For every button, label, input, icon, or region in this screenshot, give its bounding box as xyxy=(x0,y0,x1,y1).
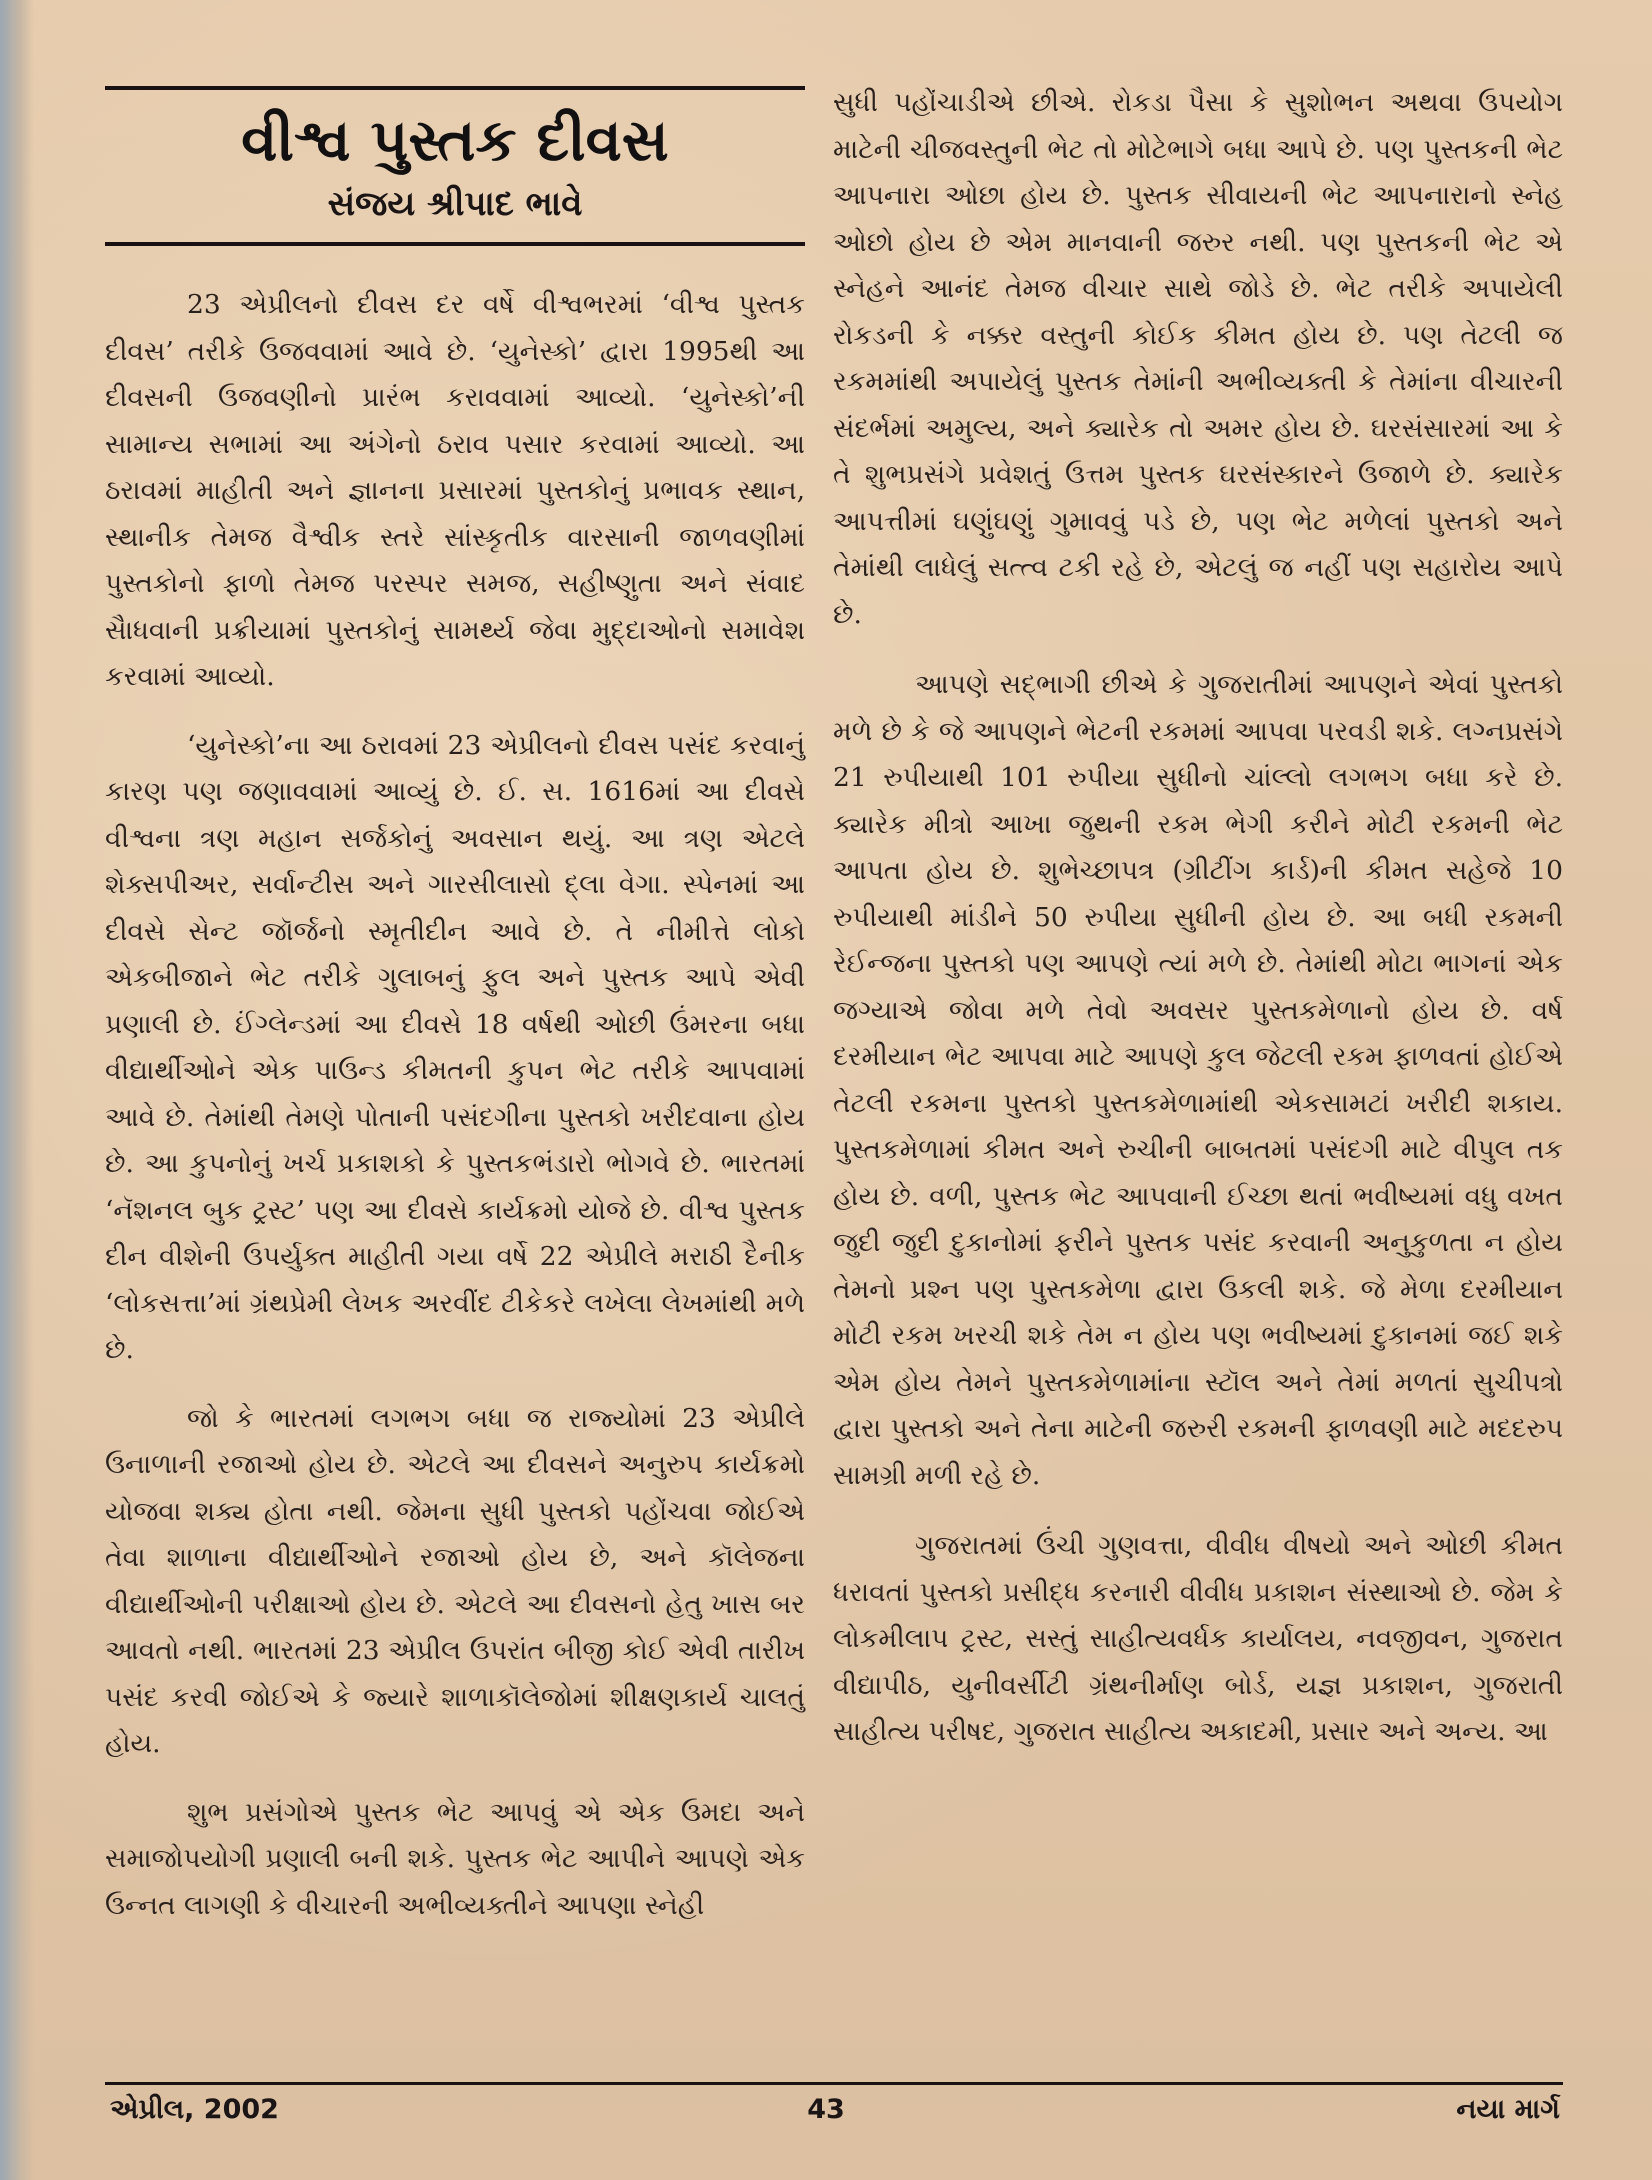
paragraph: ગુજરાતમાં ઉંચી ગુણવત્તા, વીવીધ વીષયો અને ઓછી કીમત ધરાવતાં પુસ્તકો પ્રસીદ્ધ કરનારી વીવીધ પ્રકાશન સંસ્થાઓ છે. જેમ કે લોકમીલાપ ટ્રસ્ટ, સસ્તું સાહીત્યવર્ધક કાર્યાલય, નવજીવન, ગુજરાત વીદ્યાપીઠ, યુનીવર્સીટી ગ્રંથનીર્માણ બોર્ડ, યજ્ઞ પ્રકાશન, ગુજરાતી સાહીત્ય પરીષદ, ગુજરાત સાહીત્ય અકાદમી, પ્રસાર અને અન્ય. આ xyxy=(833,1530,1563,1747)
left-column xyxy=(105,282,805,1951)
article-header xyxy=(105,86,805,246)
article-title: વીશ્વ પુસ્તક દીવસ xyxy=(241,106,669,174)
right-column xyxy=(833,80,1563,1780)
header-bottom-rule xyxy=(105,242,805,246)
paragraph: ‘યુનેસ્કો’ના આ ઠરાવમાં 23 એપ્રીલનો દીવસ પસંદ કરવાનું કારણ પણ જણાવવામાં આવ્યું છે. ઈ. સ. 1616માં આ દીવસે વીશ્વના ત્રણ મહાન સર્જકોનું અવસાન થયું. આ ત્રણ એટલે શેક્સપીઅર, સર્વાન્ટીસ અને ગારસીલાસો દ્લા વેગા. સ્પેનમાં આ દીવસે સેન્ટ જૉર્જનો સ્મૃતીદીન આવે છે. તે નીમીત્તે લોકો એકબીજાને ભેટ તરીકે ગુલાબનું ફુલ અને પુસ્તક આપે એવી પ્રણાલી છે. ઈંગ્લેન્ડમાં આ દીવસે 18 વર્ષથી ઓછી ઉંમરના બધા વીદ્યાર્થીઓને એક પાઉન્ડ કીમતની કુપન ભેટ તરીકે આપવામાં આવે છે. તેમાંથી તેમણે પોતાની પસંદગીના પુસ્તકો ખરીદવાના હોય છે. આ કુપનોનું ખર્ચ પ્રકાશકો કે પુસ્તકભંડારો ભોગવે છે. ભારતમાં ‘નૅશનલ બુક ટ્રસ્ટ’ પણ આ દીવસે કાર્યક્રમો યોજે છે. વીશ્વ પુસ્તક દીન વીશેની ઉપર્યુક્ત માહીતી ગયા વર્ષે 22 એપ્રીલે મરાઠી દૈનીક ‘લોકસત્તા’માં ગ્રંથપ્રેમી લેખક અરવીંદ ટીકેકરે લખેલા લેખમાંથી મળે છે. xyxy=(105,729,805,1365)
header-top-rule xyxy=(105,86,805,90)
page-number: 43 xyxy=(807,2094,845,2125)
article-author: સંજય શ્રીપાદ ભાવે xyxy=(327,183,583,224)
paragraph: આપણે સદ્ભાગી છીએ કે ગુજરાતીમાં આપણને એવાં પુસ્તકો મળે છે કે જે આપણને ભેટની રકમમાં આપવા પરવડી શકે. લગ્નપ્રસંગે 21 રુપીયાથી 101 રુપીયા સુધીનો ચાંલ્લો લગભગ બધા કરે છે. ક્યારેક મીત્રો આખા જુથની રકમ ભેગી કરીને મોટી રકમની ભેટ આપતા હોય છે. શુભેચ્છાપત્ર (ગ્રીટીંગ કાર્ડ)ની કીમત સહેજે 10 રુપીયાથી માંડીને 50 રુપીયા સુધીની હોય છે. આ બધી રકમની રેઈન્જના પુસ્તકો પણ આપણે ત્યાં મળે છે. તેમાંથી મોટા ભાગનાં એક જગ્યાએ જોવા મળે તેવો અવસર પુસ્તકમેળાનો હોય છે. વર્ષ દરમીયાન ભેટ આપવા માટે આપણે કુલ જેટલી રકમ ફાળવતાં હોઈએ તેટલી રકમના પુસ્તકો પુસ્તકમેળામાંથી એકસામટાં ખરીદી શકાય. પુસ્તકમેળામાં કીમત અને રુચીની બાબતમાં પસંદગી માટે વીપુલ તક હોય છે. વળી, પુસ્તક ભેટ આપવાની ઈચ્છા થતાં ભવીષ્યમાં વધુ વખત જુદી જુદી દુકાનોમાં ફરીને પુસ્તક પસંદ કરવાની અનુકુળતા ન હોય તેમનો પ્રશ્ન પણ પુસ્તકમેળા દ્વારા ઉકલી શકે. જે મેળા દરમીયાન મોટી રકમ ખરચી શકે તેમ ન હોય પણ ભવીષ્યમાં દુકાનમાં જઈ શકે એમ હોય તેમને પુસ્તકમેળામાંના સ્ટૉલ અને તેમાં મળતાં સુચીપત્રો દ્વારા પુસ્તકો અને તેના માટેની જરુરી રકમની ફાળવણી માટે મદદરુપ સામગ્રી મળી રહે છે. xyxy=(833,669,1563,1491)
page-edge-shadow xyxy=(0,0,34,2180)
paragraph: શુભ પ્રસંગોએ પુસ્તક ભેટ આપવું એ એક ઉમદા અને સમાજોપયોગી પ્રણાલી બની શકે. પુસ્તક ભેટ આપીને આપણે એક ઉન્નત લાગણી કે વીચારની અભીવ્યક્તીને આપણા સ્નેહી xyxy=(105,1796,805,1921)
publication-name: નયા માર્ગ xyxy=(1456,2094,1560,2125)
paragraph-continued: સુધી પહોંચાડીએ છીએ. રોકડા પૈસા કે સુશોભન અથવા ઉપયોગ માટેની ચીજવસ્તુની ભેટ તો મોટેભાગે બધા આપે છે. પણ પુસ્તકની ભેટ આપનારા ઓછા હોય છે. પુસ્તક સીવાયની ભેટ આપનારાનો સ્નેહ ઓછો હોય છે એમ માનવાની જરુર નથી. પણ પુસ્તકની ભેટ એ સ્નેહને આનંદ તેમજ વીચાર સાથે જોડે છે. ભેટ તરીકે અપાયેલી રોકડની કે નક્કર વસ્તુની કોઈક કીમત હોય છે. પણ તેટલી જ રકમમાંથી અપાયેલું પુસ્તક તેમાંની અભીવ્યક્તી કે તેમાંના વીચારની સંદર્ભમાં અમુલ્ય, અને ક્યારેક તો અમર હોય છે. ઘરસંસારમાં આ કે તે શુભપ્રસંગે પ્રવેશતું ઉત્તમ પુસ્તક ઘરસંસ્કારને ઉજાળે છે. ક્યારેક આપત્તીમાં ઘણુંઘણું ગુમાવવું પડે છે, પણ ભેટ મળેલાં પુસ્તકો અને તેમાંથી લાધેલું સત્ત્વ ટકી રહે છે, એટલું જ નહીં પણ સહારોય આપે છે. xyxy=(833,87,1563,630)
paragraph: જો કે ભારતમાં લગભગ બધા જ રાજ્યોમાં 23 એપ્રીલે ઉનાળાની રજાઓ હોય છે. એટલે આ દીવસને અનુરુપ કાર્યક્રમો યોજવા શક્ય હોતા નથી. જેમના સુધી પુસ્તકો પહોંચવા જોઈએ તેવા શાળાના વીદ્યાર્થીઓને રજાઓ હોય છે, અને કૉલેજના વીદ્યાર્થીઓની પરીક્ષાઓ હોય છે. એટલે આ દીવસનો હેતુ ખાસ બર આવતો નથી. ભારતમાં 23 એપ્રીલ ઉપરાંત બીજી કોઈ એવી તારીખ પસંદ કરવી જોઈએ કે જ્યારે શાળાકૉલેજોમાં શીક્ષણકાર્ય ચાલતું હોય. xyxy=(105,1402,805,1759)
paragraph: 23 એપ્રીલનો દીવસ દર વર્ષે વીશ્વભરમાં ‘વીશ્વ પુસ્તક દીવસ’ તરીકે ઉજવવામાં આવે છે. ‘યુનેસ્કો’ દ્વારા 1995થી આ દીવસની ઉજવણીનો પ્રારંભ કરાવવામાં આવ્યો. ‘યુનેસ્કો’ની સામાન્ય સભામાં આ અંગેનો ઠરાવ પસાર કરવામાં આવ્યો. આ ઠરાવમાં માહીતી અને જ્ઞાનના પ્રસારમાં પુસ્તકોનું પ્રભાવક સ્થાન, સ્થાનીક તેમજ વૈશ્વીક સ્તરે સાંસ્કૃતીક વારસાની જાળવણીમાં પુસ્તકોનો ફાળો તેમજ પરસ્પર સમજ, સહીષ્ણુતા અને સંવાદ સૈાધવાની પ્રક્રીયામાં પુસ્તકોનું સામર્થ્ય જેવા મુદ્દાઓનો સમાવેશ કરવામાં આવ્યો. xyxy=(105,289,805,692)
footer-rule xyxy=(105,2082,1563,2085)
footer-date: એપ્રીલ, 2002 xyxy=(110,2094,279,2125)
